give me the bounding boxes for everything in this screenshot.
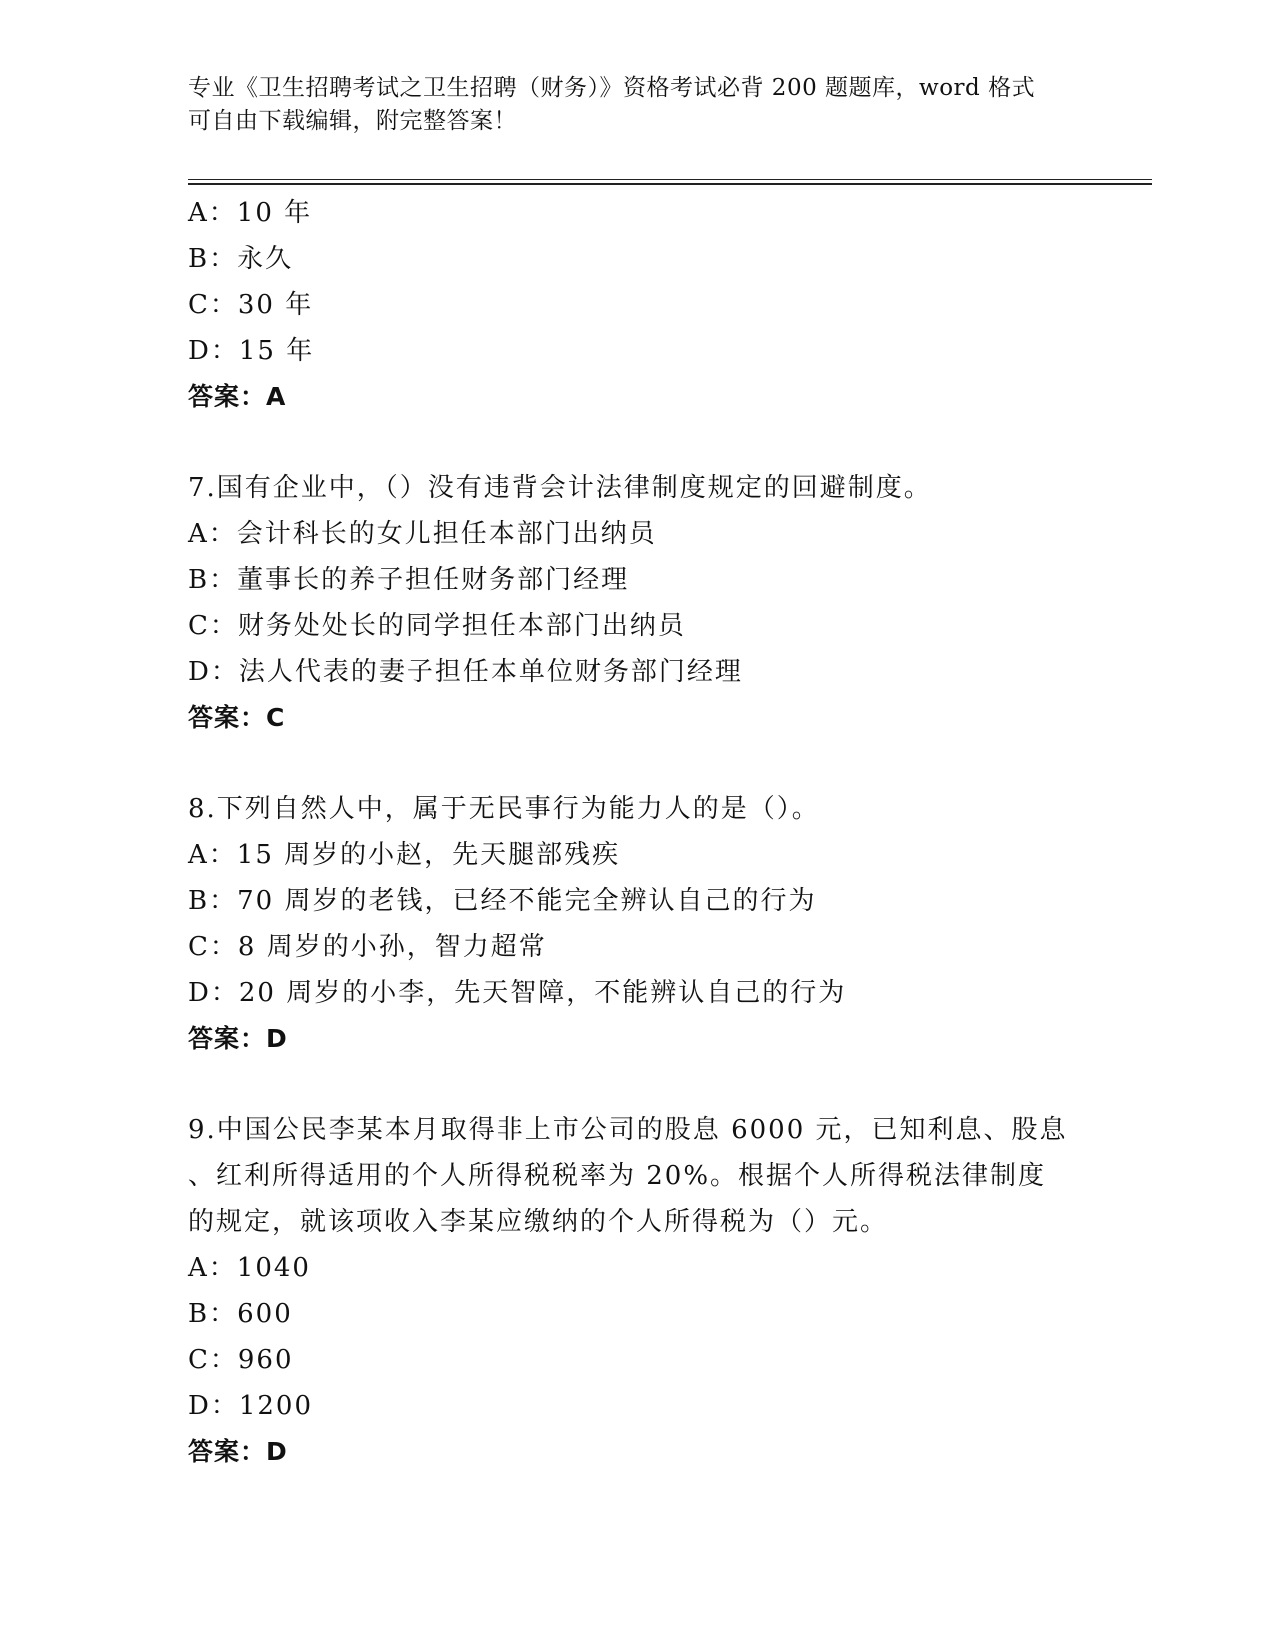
header-divider-thin xyxy=(188,179,1152,180)
option-d: D：法人代表的妻子担任本单位财务部门经理 xyxy=(188,657,743,687)
option-a: A：会计科长的女儿担任本部门出纳员 xyxy=(188,519,657,549)
question-stem-line-3: 的规定，就该项收入李某应缴纳的个人所得税为（）元。 xyxy=(188,1207,889,1237)
question-6 xyxy=(188,190,1088,420)
option-b: B：董事长的养子担任财务部门经理 xyxy=(188,565,630,595)
question-list xyxy=(188,190,1088,1475)
option-d: D：1200 xyxy=(188,1391,314,1421)
option-a: A：10 年 xyxy=(188,198,313,228)
option-c: C：30 年 xyxy=(188,290,314,320)
option-d: D：20 周岁的小李，先天智障，不能辨认自己的行为 xyxy=(188,978,847,1008)
header-title-line-1: 专业《卫生招聘考试之卫生招聘（财务）》资格考试必背 200 题题库，word 格式 xyxy=(188,75,1036,101)
question-7 xyxy=(188,465,1088,741)
option-b: B：永久 xyxy=(188,244,294,274)
answer-line: 答案：D xyxy=(188,1437,288,1466)
question-stem-line-2: 、红利所得适用的个人所得税税率为 20%。根据个人所得税法律制度 xyxy=(188,1161,1047,1191)
question-8 xyxy=(188,786,1088,1062)
question-spacer xyxy=(188,1062,1088,1107)
option-c: C：8 周岁的小孙，智力超常 xyxy=(188,932,547,962)
answer-line: 答案：C xyxy=(188,703,286,732)
question-spacer xyxy=(188,420,1088,465)
answer-line: 答案：D xyxy=(188,1024,288,1053)
option-c: C：财务处处长的同学担任本部门出纳员 xyxy=(188,611,686,641)
option-a: A：1040 xyxy=(188,1253,311,1283)
option-b: B：600 xyxy=(188,1299,293,1329)
question-spacer xyxy=(188,741,1088,786)
option-d: D：15 年 xyxy=(188,336,315,366)
header-title-line-2: 可自由下载编辑，附完整答案！ xyxy=(188,108,517,134)
option-c: C：960 xyxy=(188,1345,294,1375)
option-b: B：70 周岁的老钱，已经不能完全辨认自己的行为 xyxy=(188,886,817,916)
header-divider-thick xyxy=(188,183,1152,185)
question-stem-line-1: 9.中国公民李某本月取得非上市公司的股息 6000 元，已知利息、股息 xyxy=(188,1115,1068,1145)
document-header xyxy=(188,72,1088,138)
question-9 xyxy=(188,1107,1088,1475)
question-stem: 7.国有企业中，（）没有违背会计法律制度规定的回避制度。 xyxy=(188,473,932,503)
option-a: A：15 周岁的小赵，先天腿部残疾 xyxy=(188,840,621,870)
question-stem: 8.下列自然人中，属于无民事行为能力人的是（）。 xyxy=(188,794,820,824)
answer-line: 答案：A xyxy=(188,382,287,411)
